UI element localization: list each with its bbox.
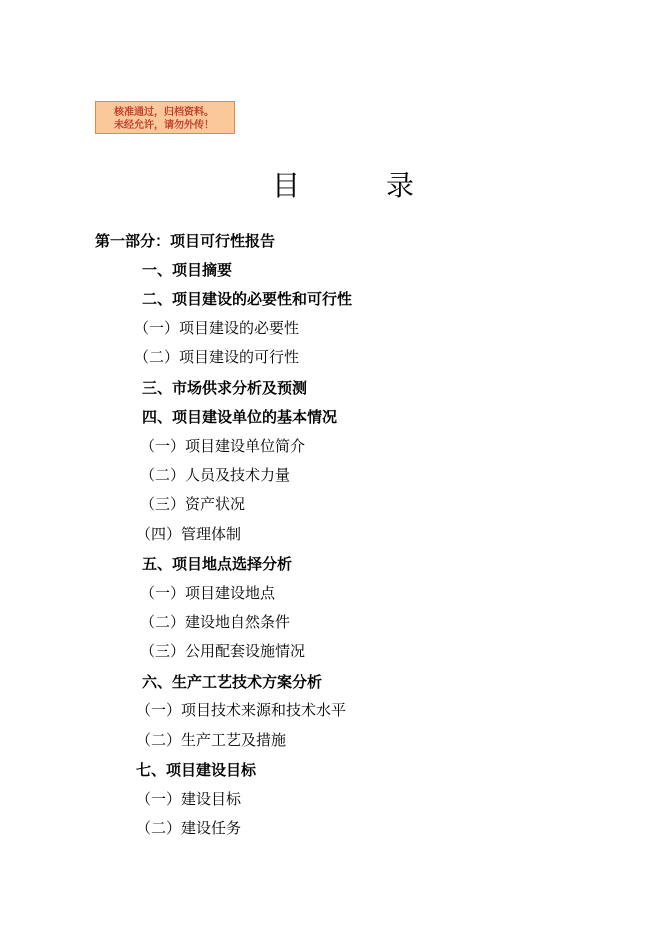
toc-subsection-4-3[interactable]: （三）资产状况: [140, 495, 246, 513]
toc-subsection-5-1[interactable]: （一）项目建设地点: [140, 584, 276, 602]
toc-section-3[interactable]: 三、市场供求分析及预测: [142, 379, 308, 397]
toc-subsection-4-4[interactable]: （四）管理体制: [136, 525, 242, 543]
stamp-line-2: 未经允许，请勿外传！: [114, 120, 214, 131]
toc-section-6[interactable]: 六、生产工艺技术方案分析: [142, 673, 323, 691]
toc-section-5[interactable]: 五、项目地点选择分析: [142, 555, 293, 573]
toc-subsection-6-1[interactable]: （一）项目技术来源和技术水平: [136, 701, 347, 719]
toc-section-2[interactable]: 二、项目建设的必要性和可行性: [142, 290, 353, 308]
toc-heading-char-1: 目: [272, 169, 301, 202]
toc-subsection-2-1[interactable]: （一）项目建设的必要性: [134, 319, 300, 337]
toc-subsection-2-2[interactable]: （二）项目建设的可行性: [134, 348, 300, 366]
toc-subsection-7-1[interactable]: （一）建设目标: [136, 790, 242, 808]
toc-subsection-5-3[interactable]: （三）公用配套设施情况: [140, 642, 306, 660]
stamp-line-1: 核准通过，归档资料。: [114, 107, 214, 118]
toc-subsection-4-2[interactable]: （二）人员及技术力量: [140, 466, 291, 484]
toc-subsection-7-2[interactable]: （二）建设任务: [136, 819, 242, 837]
toc-subsection-5-2[interactable]: （二）建设地自然条件: [140, 613, 291, 631]
toc-part-1[interactable]: 第一部分：项目可行性报告: [95, 232, 276, 250]
toc-subsection-4-1[interactable]: （一）项目建设单位简介: [140, 437, 306, 455]
toc-section-7[interactable]: 七、项目建设目标: [136, 761, 257, 779]
toc-heading-char-2: 录: [386, 169, 415, 202]
toc-section-1[interactable]: 一、项目摘要: [142, 261, 233, 279]
toc-subsection-6-2[interactable]: （二）生产工艺及措施: [136, 731, 287, 749]
toc-section-4[interactable]: 四、项目建设单位的基本情况: [142, 408, 338, 426]
